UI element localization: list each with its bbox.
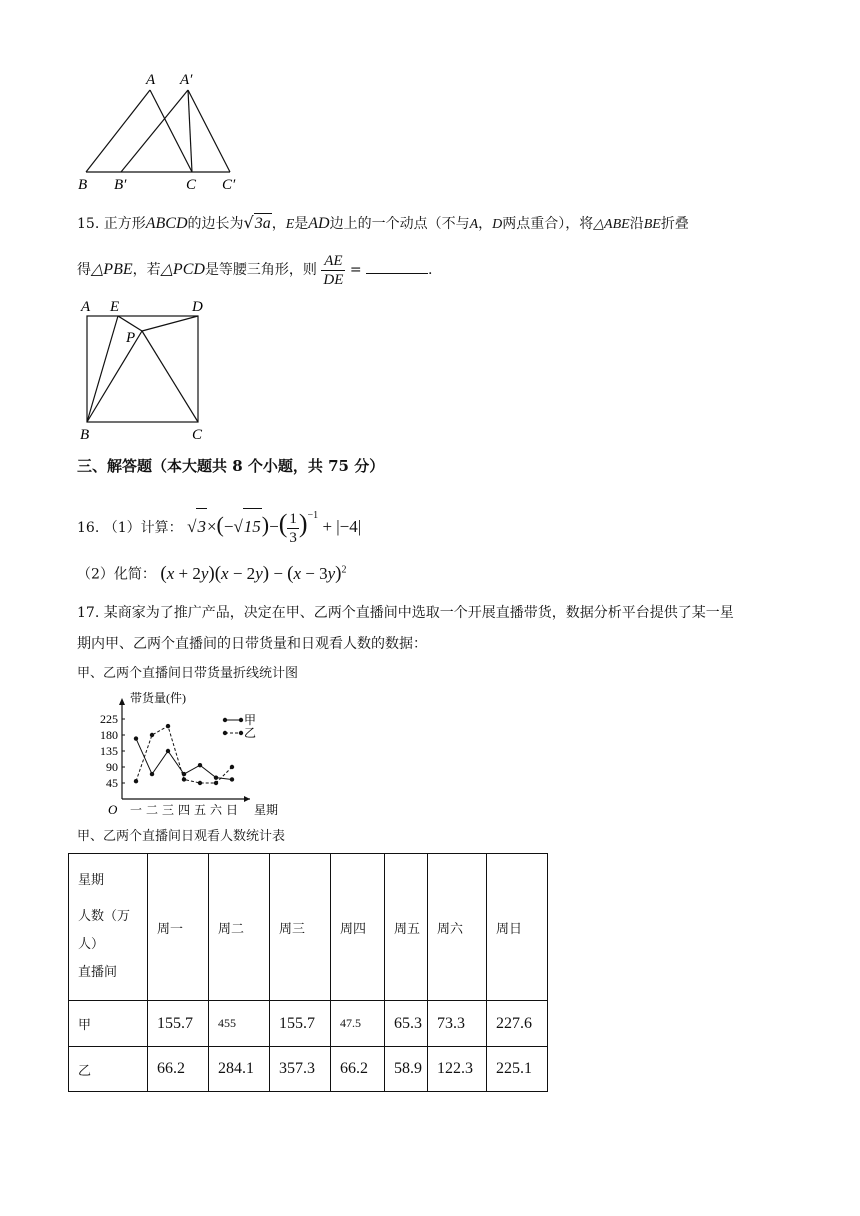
data-point [214,775,218,779]
y-tick-label: 135 [100,744,118,758]
q15-e: E [285,217,295,232]
point-label-a-prime: A′ [180,72,193,88]
q15-triangle-abe: △ABE [593,217,630,232]
q15-a: A [469,217,479,232]
table-row [69,1001,548,1047]
y-tick-label: 90 [106,760,118,774]
column-header: 周五 [385,854,428,1001]
data-point [214,781,218,785]
x-tick-label: 五 [193,803,207,817]
q17-line1: 17. 某商家为了推广产品，决定在甲、乙两个直播间中选取一个开展直播带货，数据分析平台提供了某一星 [77,605,734,621]
viewer-table [68,853,548,1092]
q15-text: 得 [77,262,91,278]
q15-line1 [77,213,689,235]
section-heading: 三、解答题（本大题共 8 个小题，共 75 分） [77,457,385,475]
point-label-b: B [80,427,90,443]
column-header: 周一 [148,854,209,1001]
point-label-b-prime: B′ [114,177,127,193]
q15-sqrt-value: 3a [254,215,271,232]
data-point [166,724,170,728]
legend-marker [223,731,227,735]
q15-line2 [77,250,432,290]
table-cell: 227.6 [487,1001,548,1047]
q17-line2: 期内甲、乙两个直播间的日带货量和日观看人数的数据： [77,636,427,652]
table-cell: 155.7 [270,1001,331,1047]
q15-text: 边上的一个动点（不与 [329,216,470,232]
x-axis-label: 星期 [254,803,279,817]
row-label: 甲 [69,1001,148,1047]
q15-text: 两点重合），将 [502,216,594,232]
legend-label: 乙 [244,726,257,740]
q15-abcd: ABCD [145,215,188,232]
equals-sign: = [349,262,362,278]
q15-triangle-pcd: △PCD [160,261,205,278]
table-cell: 47.5 [331,1001,385,1047]
q15-triangle-pbe: △PBE [91,261,133,278]
column-header: 周日 [487,854,548,1001]
legend-label: 甲 [244,713,257,727]
point-label-c: C [186,177,197,193]
legend-marker [239,718,243,722]
table-cell: 122.3 [428,1047,487,1092]
square-fold-figure [76,296,216,444]
q15-text: 沿 [629,216,644,232]
fraction-denominator: DE [323,271,344,288]
table-cell: 73.3 [428,1001,487,1047]
q15-text: . [428,262,433,278]
q15-text: ， [478,216,493,232]
q16-part2-expression: $(x + 2y)(x - 2y) - (x - 3y)^2$ [160,562,347,584]
column-header: 周四 [331,854,385,1001]
table-cell: 155.7 [148,1001,209,1047]
table-cell: 357.3 [270,1047,331,1092]
point-label-d: D [192,299,203,315]
data-point [166,749,170,753]
table-cell: 58.9 [385,1047,428,1092]
point-label-a: A [81,299,91,315]
q15-text: ， [271,216,286,232]
table-cell: 66.2 [331,1047,385,1092]
q16-part1-label: （1）计算： [103,520,183,536]
q15-text: 是 [294,216,309,232]
header-line: 人） [78,937,105,952]
table-cell: 65.3 [385,1001,428,1047]
x-tick-label: 一 [129,803,143,817]
data-point [134,779,138,783]
table-cell: 225.1 [487,1047,548,1092]
x-tick-label: 三 [161,803,175,817]
legend-marker [239,731,243,735]
table-cell: 284.1 [209,1047,270,1092]
data-point [198,763,202,767]
sales-line-chart [80,688,280,818]
data-point [230,777,234,781]
row-label: 乙 [69,1047,148,1092]
q15-be: BE [643,217,661,232]
q16-part2-label: （2）化简： [77,566,156,583]
y-tick-label: 45 [106,776,118,790]
q16-number: 16. [77,520,100,536]
point-label-c: C [192,427,203,443]
q15-text: 正方形 [103,216,146,232]
q15-d: D [492,217,503,232]
point-label-b: B [78,177,88,193]
fraction-numerator: AE [321,252,345,271]
q15-number: 15. [77,216,100,232]
x-tick-label: 六 [209,803,223,817]
x-tick-label: 四 [177,803,191,817]
table-corner-header [69,854,148,1001]
table-header-row [69,854,548,1001]
data-point [150,733,154,737]
data-point [198,781,202,785]
header-line: 直播间 [78,965,118,980]
table-title: 甲、乙两个直播间日观看人数统计表 [77,829,286,844]
q16-part1 [77,498,361,547]
y-tick-label: 180 [100,728,118,742]
point-label-e: E [110,299,120,315]
chart-title: 甲、乙两个直播间日带货量折线统计图 [77,666,299,681]
header-line: 星期 [78,873,105,888]
y-axis-label: 带货量(件) [130,691,186,705]
point-label-p: P [126,330,136,346]
origin-label: O [108,802,118,817]
column-header: 周二 [209,854,270,1001]
table-cell: 455 [209,1001,270,1047]
q16-part1-expression: √3×(−√15)−( $\frac{1}{3}$ )$^{-1}$ + |−4| [187,509,362,546]
q15-text: 的边长为 [187,216,244,232]
q15-ad: AD [308,215,330,232]
y-axis-arrow [119,698,125,705]
data-point [134,736,138,740]
data-point [230,765,234,769]
table-row [69,1047,548,1092]
column-header: 周三 [270,854,331,1001]
q15-text: 折叠 [660,216,689,232]
q15-text: ，若 [132,262,161,278]
header-line: 人数（万 [78,909,131,924]
q15-text: 是等腰三角形，则 [204,262,317,278]
column-header: 周六 [428,854,487,1001]
y-tick-label: 225 [100,712,118,726]
q15-fraction [321,252,345,289]
x-tick-label: 二 [145,803,159,817]
data-point [182,777,186,781]
point-label-a: A [146,72,156,88]
table-cell: 66.2 [148,1047,209,1092]
q16-part2 [77,560,347,585]
triangle-translation-figure [70,68,250,194]
point-label-c-prime: C′ [222,177,236,193]
sqrt-symbol: √ [243,213,254,232]
x-axis-arrow [244,796,250,802]
legend-marker [223,718,227,722]
x-tick-label: 日 [225,803,239,817]
answer-blank[interactable] [366,259,428,274]
data-point [150,772,154,776]
